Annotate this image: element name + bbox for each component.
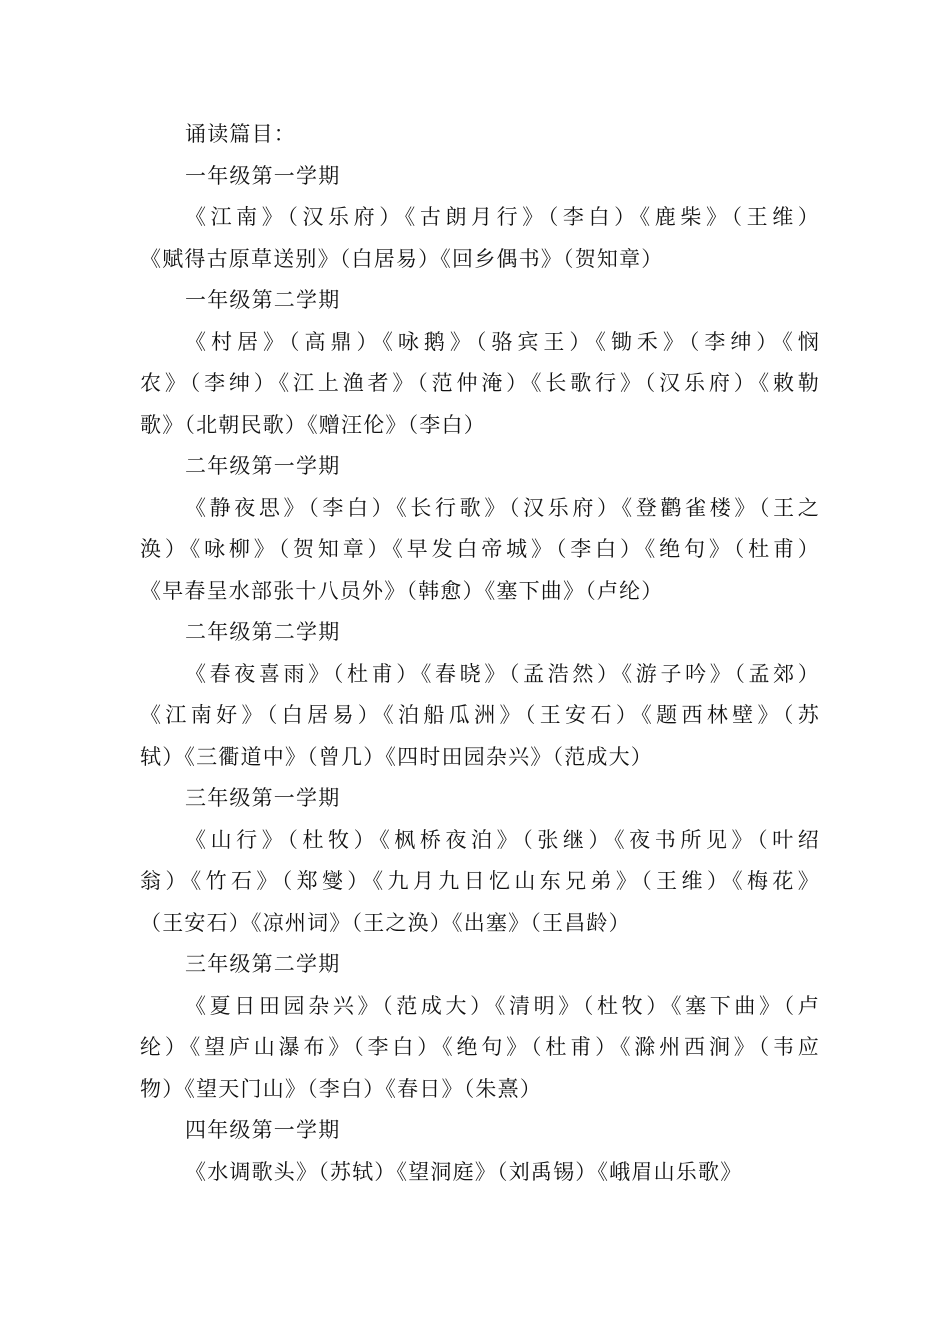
text-line: 轼）《三衢道中》（曾几）《四时田园杂兴》（范成大） <box>140 744 653 769</box>
text-line: （王安石）《凉州词》（王之涣）《出塞》（王昌龄） <box>140 910 631 935</box>
semester-title: 二年级第一学期 <box>185 454 341 478</box>
semester-title: 二年级第二学期 <box>185 620 341 644</box>
semester-title: 三年级第一学期 <box>185 786 341 810</box>
text-line: 《春夜喜雨》（杜甫）《春晓》（孟浩然）《游子吟》（孟郊） <box>185 661 820 686</box>
text-line: 《静夜思》（李白）《长行歌》（汉乐府）《登鹳雀楼》（王之 <box>185 495 820 520</box>
text-line: 《早春呈水部张十八员外》（韩愈）《塞下曲》（卢纶） <box>140 578 664 603</box>
document-heading: 诵读篇目： <box>185 122 296 146</box>
semester-title: 四年级第一学期 <box>185 1118 341 1142</box>
text-line: 《水调歌头》（苏轼）《望洞庭》（刘禹锡）《峨眉山乐歌》 <box>185 1159 743 1184</box>
text-line: 歌》（北朝民歌）《赠汪伦》（李白） <box>140 412 486 437</box>
text-line: 《江南》（汉乐府）《古朗月行》（李白）《鹿柴》（王维） <box>185 205 820 229</box>
semester-title: 一年级第一学期 <box>185 163 341 188</box>
text-line: 涣）《咏柳》（贺知章）《早发白帝城》（李白）《绝句》（杜甫） <box>140 537 820 561</box>
text-line: 农》（李绅）《江上渔者》（范仲淹）《长歌行》（汉乐府）《敕勒 <box>140 371 820 395</box>
text-line: 纶）《望庐山瀑布》（李白）《绝句》（杜甫）《滁州西涧》（韦应 <box>140 1035 820 1059</box>
semester-title: 三年级第二学期 <box>185 952 341 976</box>
text-line: 翁）《竹石》（郑燮）《九月九日忆山东兄弟》（王维）《梅花》 <box>140 869 820 893</box>
text-line: 《夏日田园杂兴》（范成大）《清明》（杜牧）《塞下曲》（卢 <box>185 993 820 1018</box>
text-line: 《江南好》（白居易）《泊船瓜洲》（王安石）《题西林壁》（苏 <box>140 703 820 727</box>
document-body <box>140 114 820 1193</box>
semester-title: 一年级第二学期 <box>185 288 341 312</box>
text-line: 物）《望天门山》（李白）《春日》（朱熹） <box>140 1076 542 1101</box>
text-line: 《赋得古原草送别》（白居易）《回乡偶书》（贺知章） <box>140 246 664 271</box>
text-line: 《山行》（杜牧）《枫桥夜泊》（张继）《夜书所见》（叶绍 <box>185 827 820 852</box>
text-line: 《村居》（高鼎）《咏鹅》（骆宾王）《锄禾》（李绅）《悯 <box>185 329 820 354</box>
